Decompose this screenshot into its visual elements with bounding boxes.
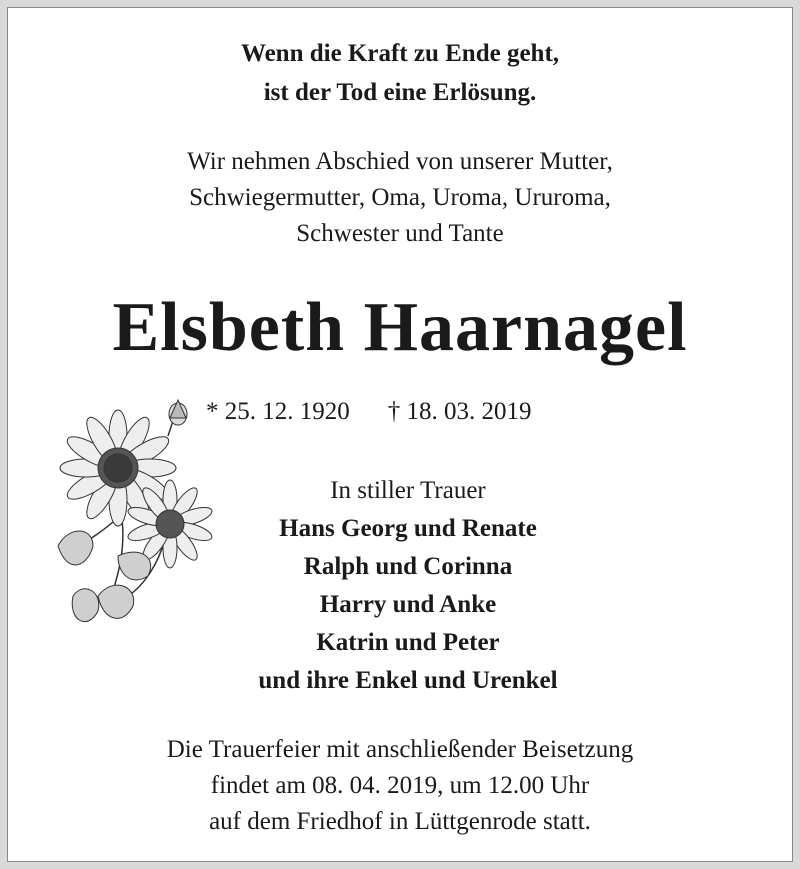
motto-line: ist der Tod eine Erlösung. <box>263 79 537 106</box>
mourner-name: Ralph und Corinna <box>303 553 513 580</box>
intro-line: Schwester und Tante <box>296 220 504 247</box>
mourners-heading: In stiller Trauer <box>330 477 486 504</box>
funeral-info <box>8 732 792 840</box>
mourner-name: Hans Georg und Renate <box>279 515 537 542</box>
mourner-name: und ihre Enkel und Urenkel <box>258 667 558 694</box>
sunflower-illustration <box>48 396 218 636</box>
motto-line: Wenn die Kraft zu Ende geht, <box>240 40 560 67</box>
funeral-line: Die Trauerfeier mit anschließender Beisetzung <box>166 736 634 763</box>
mourner-name: Harry und Anke <box>319 591 497 618</box>
intro-line: Wir nehmen Abschied von unserer Mutter, <box>187 148 613 175</box>
death-date: † 18. 03. 2019 <box>387 398 532 425</box>
intro-line: Schwiegermutter, Oma, Uroma, Ururoma, <box>189 184 611 211</box>
mourner-name: Katrin und Peter <box>316 629 500 656</box>
mourners-list <box>208 472 608 700</box>
life-dates <box>206 396 532 428</box>
deceased-name: Elsbeth Haarnagel <box>112 289 688 366</box>
funeral-line: auf dem Friedhof in Lüttgenrode statt. <box>209 808 591 835</box>
motto <box>8 34 792 112</box>
intro-text <box>8 144 792 252</box>
funeral-line: findet am 08. 04. 2019, um 12.00 Uhr <box>210 772 590 799</box>
obituary-card <box>7 7 793 862</box>
birth-date: * 25. 12. 1920 <box>206 398 350 425</box>
